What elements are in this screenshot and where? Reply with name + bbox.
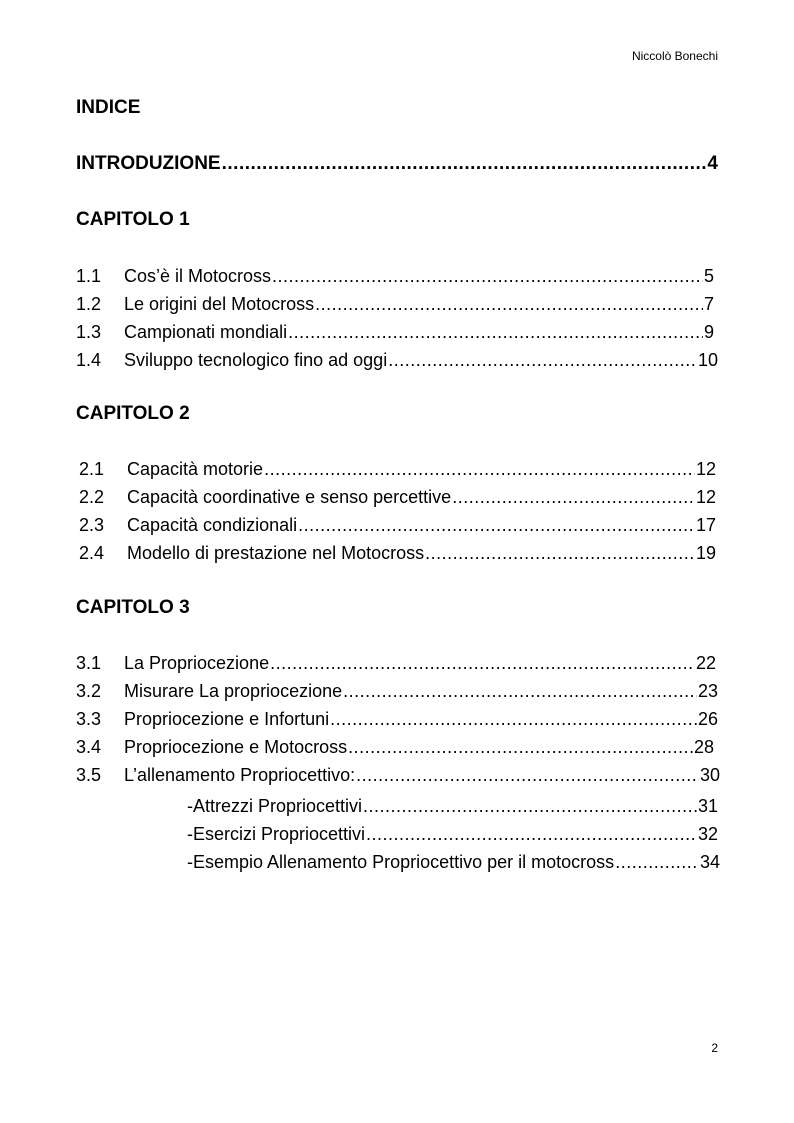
toc-leader-dots <box>615 850 699 874</box>
toc-entry <box>76 707 718 731</box>
toc-entry-number: 1.4 <box>76 350 102 370</box>
chapter-3-heading: CAPITOLO 3 <box>76 597 190 618</box>
toc-entry <box>76 735 714 759</box>
toc-leader-dots <box>272 264 703 288</box>
toc-leader-dots <box>425 541 695 565</box>
toc-entry-title: Le origini del Motocross <box>124 294 315 314</box>
toc-entry-page: 22 <box>695 653 716 673</box>
toc-entry-number: 2.1 <box>79 459 105 479</box>
toc-subentry-page: 31 <box>697 796 718 816</box>
toc-entry-title: INTRODUZIONE <box>76 153 221 174</box>
toc-entry-title: Cos’è il Motocross <box>124 266 272 286</box>
toc-entry <box>79 513 716 537</box>
toc-entry-number: 3.2 <box>76 681 102 701</box>
toc-entry <box>79 485 716 509</box>
page-number: 2 <box>711 1041 718 1055</box>
toc-entry-page: 28 <box>693 737 714 757</box>
toc-entry <box>79 541 716 565</box>
toc-leader-dots <box>452 485 695 509</box>
toc-entry-page: 10 <box>697 350 718 370</box>
toc-entry <box>76 264 714 288</box>
toc-entry-page: 30 <box>699 765 720 785</box>
toc-entry-title: Capacità coordinative e senso percettive <box>127 487 452 507</box>
toc-entry-number: 2.4 <box>79 543 105 563</box>
toc-entry <box>76 763 720 787</box>
toc-entry-page: 23 <box>697 681 718 701</box>
toc-entry-title: Sviluppo tecnologico fino ad oggi <box>124 350 388 370</box>
toc-subentry-title: -Esempio Allenamento Propriocettivo per il motocross <box>187 852 615 872</box>
toc-entry <box>76 651 716 675</box>
toc-entry <box>76 292 714 316</box>
toc-entry <box>76 320 714 344</box>
toc-entry-number: 1.2 <box>76 294 102 314</box>
toc-entry-title: Propriocezione e Motocross <box>124 737 348 757</box>
toc-entry-page: 12 <box>695 487 716 507</box>
toc-subentry-page: 34 <box>699 852 720 872</box>
toc-leader-dots <box>356 763 699 787</box>
toc-entry-page: 5 <box>703 266 714 286</box>
toc-entry-number: 3.3 <box>76 709 102 729</box>
toc-entry-title: La Propriocezione <box>124 653 270 673</box>
toc-leader-dots <box>366 822 697 846</box>
author-name: Niccolò Bonechi <box>631 49 718 63</box>
toc-leader-dots <box>298 513 695 537</box>
toc-entry-page: 26 <box>697 709 718 729</box>
toc-entry-title: Capacità motorie <box>127 459 264 479</box>
toc-entry-number: 3.4 <box>76 737 102 757</box>
toc-leader-dots <box>388 348 697 372</box>
toc-entry-number: 3.5 <box>76 765 102 785</box>
toc-entry-title: Capacità condizionali <box>127 515 298 535</box>
chapter-1-heading: CAPITOLO 1 <box>76 209 190 230</box>
toc-entry <box>76 679 718 703</box>
toc-entry-title: Modello di prestazione nel Motocross <box>127 543 425 563</box>
toc-subentry <box>187 850 720 874</box>
toc-leader-dots <box>270 651 695 675</box>
toc-entry-number: 1.3 <box>76 322 102 342</box>
toc-entry <box>76 348 718 372</box>
toc-entry-title: L’allenamento Propriocettivo: <box>124 765 356 785</box>
toc-leader-dots <box>264 457 695 481</box>
toc-entry-page: 9 <box>703 322 714 342</box>
toc-leader-dots <box>363 794 697 818</box>
toc-entry-number: 2.3 <box>79 515 105 535</box>
toc-entry <box>79 457 716 481</box>
toc-subentry-title: -Attrezzi Propriocettivi <box>187 796 363 816</box>
toc-leader-dots <box>330 707 697 731</box>
toc-leader-dots <box>222 152 707 176</box>
toc-entry-number: 2.2 <box>79 487 105 507</box>
toc-entry-page: 17 <box>695 515 716 535</box>
toc-entry-page: 12 <box>695 459 716 479</box>
toc-entry-title: Campionati mondiali <box>124 322 288 342</box>
toc-entry-title: Propriocezione e Infortuni <box>124 709 330 729</box>
toc-entry-introduction <box>76 152 718 176</box>
chapter-2-heading: CAPITOLO 2 <box>76 403 190 424</box>
toc-subentry <box>187 822 718 846</box>
toc-entry-page: 4 <box>707 153 718 174</box>
toc-leader-dots <box>288 320 703 344</box>
toc-subentry <box>187 794 718 818</box>
toc-leader-dots <box>343 679 697 703</box>
toc-entry-page: 19 <box>695 543 716 563</box>
toc-entry-number: 3.1 <box>76 653 102 673</box>
toc-subentry-title: -Esercizi Propriocettivi <box>187 824 366 844</box>
toc-entry-number: 1.1 <box>76 266 102 286</box>
index-title: INDICE <box>76 97 141 118</box>
toc-leader-dots <box>348 735 693 759</box>
toc-leader-dots <box>315 292 703 316</box>
toc-entry-title: Misurare La propriocezione <box>124 681 343 701</box>
toc-subentry-page: 32 <box>697 824 718 844</box>
toc-entry-page: 7 <box>703 294 714 314</box>
